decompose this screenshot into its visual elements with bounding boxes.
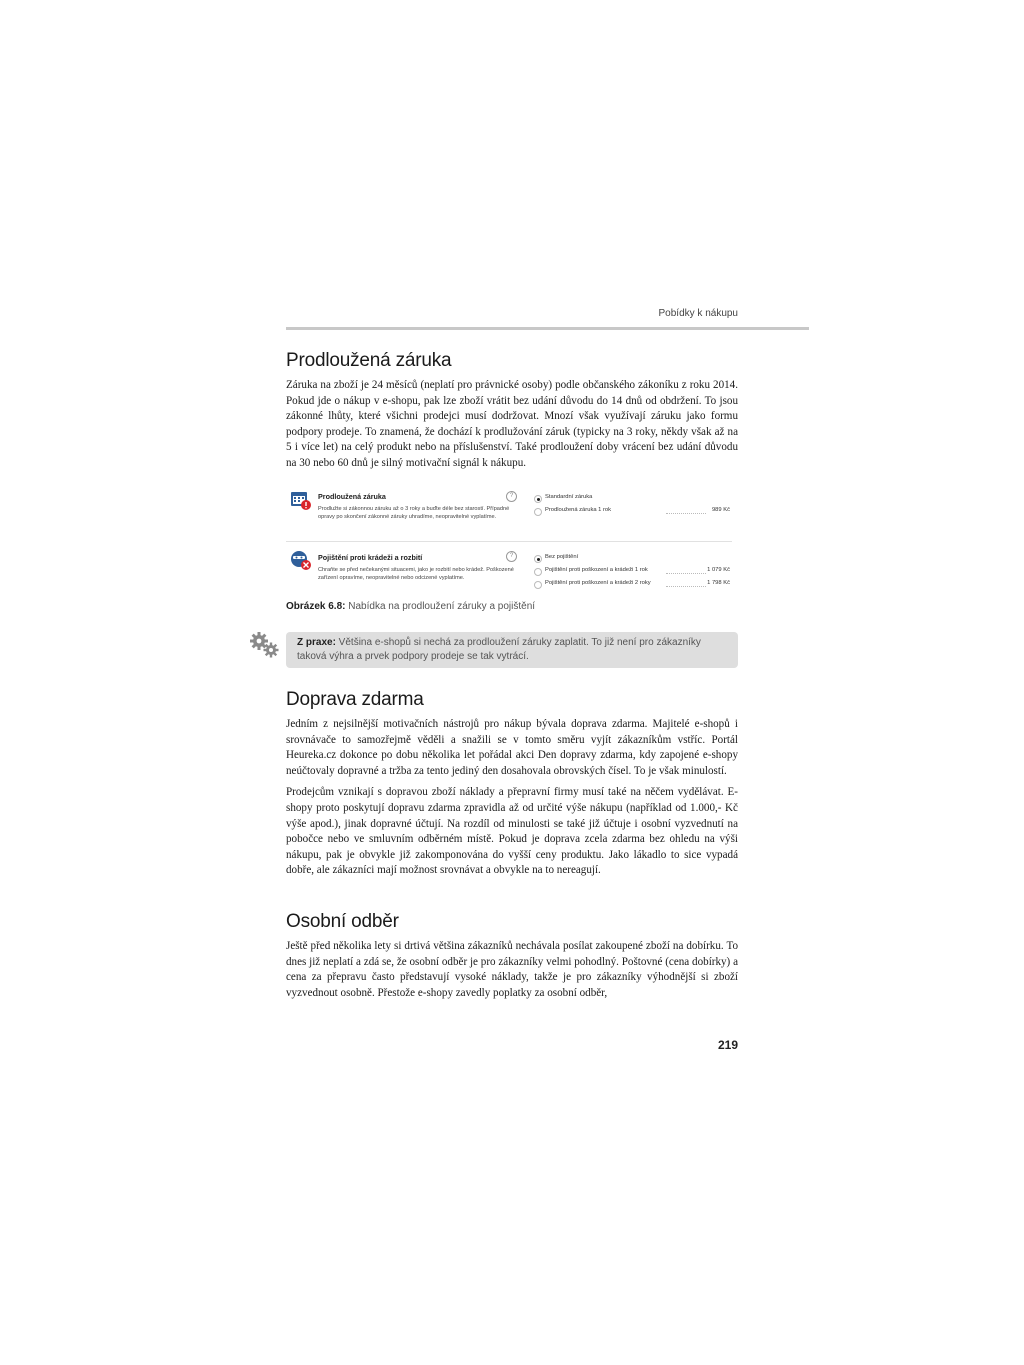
theft-insurance-icon xyxy=(290,549,312,571)
caption-label: Obrázek 6.8: xyxy=(286,601,346,612)
option-price: 989 Kč xyxy=(711,507,730,513)
section-free-shipping xyxy=(286,689,738,879)
radio-option-standard-warranty[interactable] xyxy=(534,493,732,505)
leader-dots xyxy=(666,586,706,587)
running-head: Pobídky k nákupu xyxy=(658,308,738,319)
radio-button-selected[interactable] xyxy=(534,555,542,563)
section-heading: Doprava zdarma xyxy=(286,689,424,710)
option-label: Pojištění proti poškození a krádeži 2 roky xyxy=(545,580,651,586)
figure-block-title: Pojištění proti krádeži a rozbití xyxy=(318,553,423,562)
gears-icon xyxy=(249,631,281,659)
leader-dots xyxy=(666,513,706,514)
paragraph: Záruka na zboží je 24 měsíců (neplatí pro právnické osoby) podle občanského zákoníku z roku 2014. Pokud jde o nákup v e-shopu, pak lze zboží vrátit bez udání důvodu do 14 dnů od obdržení. To jsou zákonné lhůty, které všichni prodejci musí dodržovat. Mnozí však využívají záruku jako formu podpory prodeje. To znamená, že dochází k prodlužování záruk (typicky na 3 roky, někdy však až na 5 i více let) na celý produkt nebo na příslušenství. Také prodloužení doby vrácení bez udání důvodu na 30 nebo 60 dnů je silný motivační signál k nákupu. xyxy=(286,379,738,469)
figure-block-description: Prodlužte si zákonnou záruku až o 3 roky a buďte déle bez starostí. Případné opravy po skončení zákonné záruky uhradíme, neopravitelné vyplatíme. xyxy=(318,506,510,521)
caption-text: Nabídka na prodloužení záruky a pojištění xyxy=(345,601,536,612)
radio-option-no-insurance[interactable] xyxy=(534,553,732,565)
radio-option-warranty-1-year[interactable] xyxy=(534,506,732,518)
option-label: Standardní záruka xyxy=(545,494,593,500)
option-label: Prodloužená záruka 1 rok xyxy=(545,507,612,513)
figure-warranty-offer xyxy=(286,486,738,596)
paragraph: Jedním z nejsilnější motivačních nástrojů pro nákup bývala doprava zdarma. Majitelé e-shopů i srovnávače to samozřejmě věděli a snažili se v tomto směru vyjít zákazníkům vstříc. Portál Heureka.cz dokonce po dobu několika let pořádal akci Den dopravy zdarma, kdy zapojené e-shopy neúčtovaly dopravné a tržba za tento jediný den dosahovala obrovských čísel. To je však minulostí. xyxy=(286,718,738,777)
tip-label: Z praxe: xyxy=(297,637,336,648)
section-personal-pickup xyxy=(286,911,738,1001)
option-label: Bez pojištění xyxy=(545,554,579,560)
figure-caption xyxy=(286,601,535,612)
option-label: Pojištění proti poškození a krádeži 1 rok xyxy=(545,567,648,573)
tip-body: Většina e-shopů si nechá za prodloužení záruky zaplatit. To již není pro zákazníky taková výhra a prvek podpory prodeje se tak vytrácí. xyxy=(297,637,701,662)
calendar-warranty-icon xyxy=(290,489,312,511)
section-extended-warranty xyxy=(286,350,738,472)
paragraph: Prodejcům vznikají s dopravou zboží náklady a přepravní firmy musí také na něčem vydělávat. E-shopy proto poskytují dopravu zdarma zpravidla až od určité výše nákupu (například od 1.000,- Kč výše apod.), jinak dopravné účtují. Na rozdíl od minulosti se také již účtuje i osobní vyzvednutí na pobočce nebo ve smluvním odběrném místě. Pokud je doprava zcela zdarma bez ohledu na výši nákupu, pak je obvykle již zakomponována do vyšší ceny produktu. Jako lákadlo to sice vypadá dobře, ale zákazníci mají možnost srovnávat a obvykle na to nereagují. xyxy=(286,786,738,877)
radio-option-insurance-1-year[interactable] xyxy=(534,566,732,578)
radio-option-insurance-2-years[interactable] xyxy=(534,579,732,591)
figure-block-description: Chraňte se před nečekanými situacemi, jako je rozbití nebo krádež. Poškozené zařízení opravíme, neopravitelné nebo odcizené vyplatíme. xyxy=(318,567,514,582)
radio-button[interactable] xyxy=(534,568,542,576)
tip-box xyxy=(286,632,738,668)
tip-text xyxy=(297,636,733,664)
help-icon[interactable]: ? xyxy=(506,551,517,562)
option-price: 1 079 Kč xyxy=(707,567,730,573)
page-number: 219 xyxy=(717,1038,738,1052)
radio-button[interactable] xyxy=(534,581,542,589)
figure-block-title: Prodloužená záruka xyxy=(318,492,386,501)
option-price: 1 798 Kč xyxy=(707,580,730,586)
paragraph: Ještě před několika lety si drtivá většina zákazníků nechávala posílat zakoupené zboží na dobírku. To dnes již neplatí a zdá se, že osobní odběr je pro zákazníky velmi pohodlný. Poštovné (cena dobírky) a cena za přepravu často představují vysoké náklady, takže je pro zákazníky výhodnější si zboží vyzvednout osobně. Přestože e-shopy zavedly poplatky za osobní odběr, xyxy=(286,940,738,999)
leader-dots xyxy=(666,573,706,574)
help-icon[interactable]: ? xyxy=(506,491,517,502)
radio-button-selected[interactable] xyxy=(534,495,542,503)
figure-divider xyxy=(286,541,732,542)
section-heading: Prodloužená záruka xyxy=(286,350,452,371)
header-rule xyxy=(286,327,809,330)
radio-button[interactable] xyxy=(534,508,542,516)
section-heading: Osobní odběr xyxy=(286,911,399,932)
